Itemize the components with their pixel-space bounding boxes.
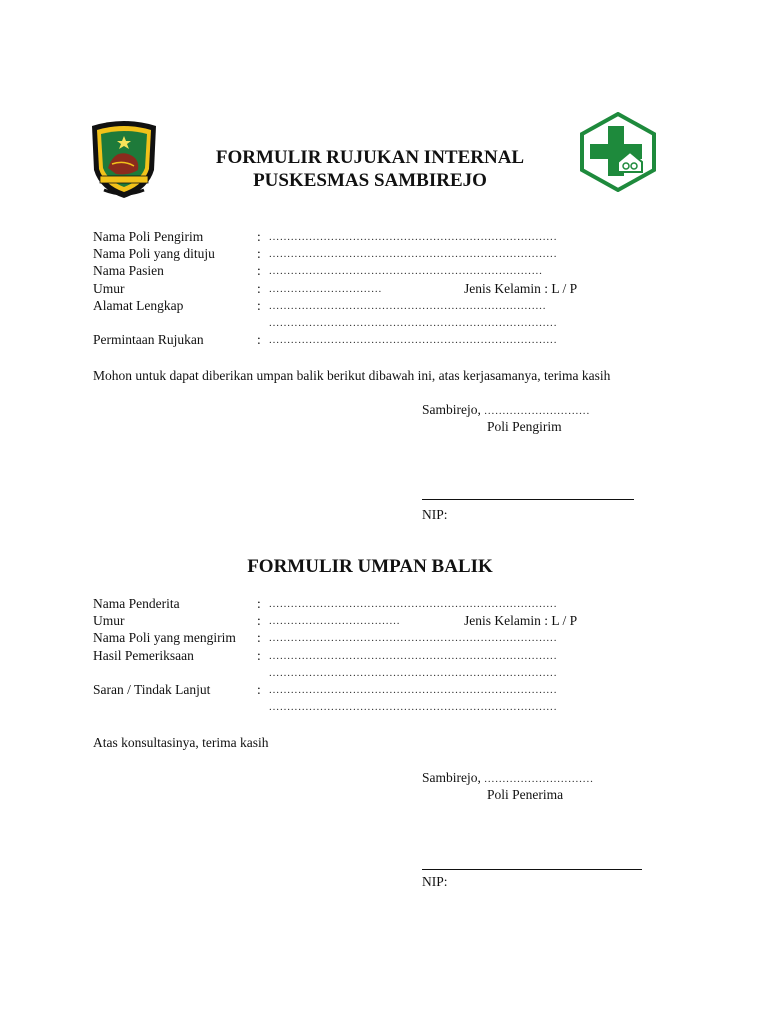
field-fill-dots[interactable] bbox=[269, 630, 557, 646]
field-label: Umur bbox=[93, 280, 125, 296]
field-dots: ............................................................................... bbox=[269, 684, 558, 696]
field-dots: .............................. bbox=[269, 282, 379, 295]
field-colon: : bbox=[257, 246, 261, 262]
field-label: Saran / Tindak Lanjut bbox=[93, 682, 211, 697]
field-fill-dots[interactable] bbox=[269, 699, 557, 715]
field-fill-dots[interactable] bbox=[269, 246, 557, 262]
referral-signature-line bbox=[422, 499, 634, 500]
field-colon: : bbox=[257, 647, 261, 663]
field-label: Hasil Pemeriksaan bbox=[93, 647, 194, 663]
field-dots-suffix: ........ bbox=[528, 334, 558, 347]
feedback-signature-line bbox=[422, 869, 642, 870]
field-dots: ....................................................................... bbox=[269, 334, 529, 347]
field-label: Nama Poli yang mengirim bbox=[93, 630, 236, 646]
gender-field: Jenis Kelamin : L / P bbox=[464, 280, 578, 296]
field-dots: ............................................................................... bbox=[269, 632, 558, 645]
field-label: Nama Pasien bbox=[93, 263, 164, 279]
field-dots: ............................................................................... bbox=[269, 317, 558, 329]
field-colon: : bbox=[257, 613, 261, 629]
referral-place-date bbox=[422, 402, 590, 419]
feedback-date-dots: .............................. bbox=[484, 773, 594, 785]
puskesmas-logo-icon bbox=[578, 112, 658, 192]
field-fill-dots[interactable] bbox=[269, 229, 557, 245]
feedback-place: Sambirejo, bbox=[422, 770, 481, 785]
referral-role: Poli Pengirim bbox=[487, 419, 562, 434]
field-dots: ............................................................................... bbox=[269, 598, 558, 610]
field-label: Permintaan Rujukan bbox=[93, 332, 204, 348]
field-label: Alamat Lengkap bbox=[93, 297, 184, 313]
referral-place: Sambirejo, bbox=[422, 402, 481, 417]
field-fill-dots[interactable] bbox=[269, 315, 557, 331]
field-label: Nama Penderita bbox=[93, 596, 180, 611]
feedback-role: Poli Penerima bbox=[487, 787, 564, 802]
feedback-note: Atas konsultasinya, terima kasih bbox=[93, 735, 269, 750]
field-colon: : bbox=[257, 682, 261, 697]
field-fill-dots[interactable] bbox=[269, 682, 557, 698]
field-fill-dots[interactable] bbox=[269, 281, 382, 297]
field-colon: : bbox=[257, 229, 261, 244]
field-colon: : bbox=[257, 630, 261, 646]
field-dots-suffix: .... bbox=[531, 299, 547, 312]
field-dots-suffix: . bbox=[378, 282, 383, 295]
field-fill-dots[interactable] bbox=[269, 298, 546, 314]
feedback-title: FORMULIR UMPAN BALIK bbox=[247, 556, 493, 577]
form-title: FORMULIR RUJUKAN INTERNAL bbox=[215, 147, 525, 168]
field-colon: : bbox=[257, 332, 261, 348]
field-dots: ........................................................................ bbox=[269, 299, 532, 312]
field-dots: ........................................................................ bbox=[269, 265, 532, 278]
field-label: Umur bbox=[93, 613, 125, 629]
field-fill-dots[interactable] bbox=[269, 665, 557, 681]
field-dots: .................................... bbox=[269, 615, 401, 628]
field-fill-dots[interactable] bbox=[269, 613, 400, 629]
field-dots-suffix: ... bbox=[531, 265, 543, 278]
form-subtitle: PUSKESMAS SAMBIREJO bbox=[253, 170, 487, 191]
gender-field: Jenis Kelamin : L / P bbox=[464, 613, 578, 629]
field-dots: ............................................................................... bbox=[269, 701, 558, 714]
field-dots: ............................................................................... bbox=[269, 231, 558, 243]
field-dots-suffix: ........ bbox=[528, 248, 558, 261]
field-fill-dots[interactable] bbox=[269, 332, 557, 348]
feedback-place-date bbox=[422, 770, 594, 787]
field-colon: : bbox=[257, 280, 261, 296]
field-dots: ....................................................................... bbox=[269, 248, 529, 261]
referral-nip: NIP: bbox=[422, 507, 448, 522]
referral-note: Mohon untuk dapat diberikan umpan balik berikut dibawah ini, atas kerjasamanya, terima kasih bbox=[93, 368, 611, 383]
field-fill-dots[interactable] bbox=[269, 648, 557, 664]
field-colon: : bbox=[257, 297, 261, 313]
field-fill-dots[interactable] bbox=[269, 596, 557, 612]
field-colon: : bbox=[257, 596, 261, 611]
field-label: Nama Poli yang dituju bbox=[93, 246, 215, 262]
field-dots: ............................................................................... bbox=[269, 666, 558, 679]
field-fill-dots[interactable] bbox=[269, 263, 543, 279]
field-colon: : bbox=[257, 263, 261, 279]
field-dots: ............................................................................... bbox=[269, 649, 558, 662]
referral-date-dots: ............................. bbox=[484, 405, 591, 417]
feedback-nip: NIP: bbox=[422, 874, 448, 889]
field-label: Nama Poli Pengirim bbox=[93, 229, 204, 244]
